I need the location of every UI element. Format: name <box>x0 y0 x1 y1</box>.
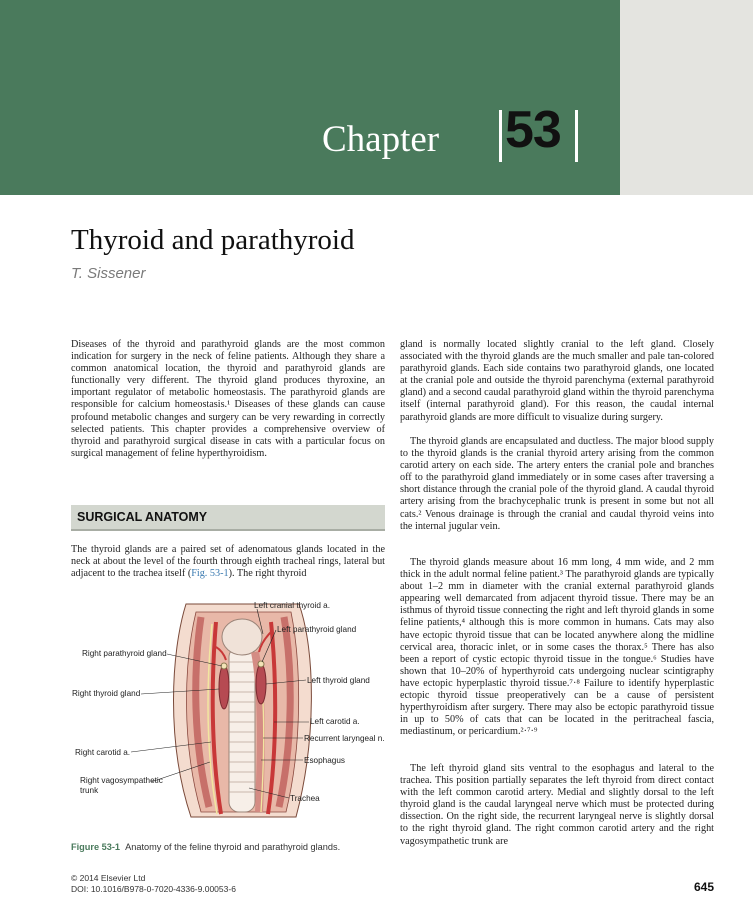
label-right-vago-line2: trunk <box>80 786 99 795</box>
right-column-paragraph-1: gland is normally located slightly cranial to the left gland. Closely associated with the thyroid glands are the much smaller and pale tan-colored parathyroid glands. Each side contains two parathyroid glands, one located at the cranial pole and outside the thyroid parenchyma (external parathyroid gland) and a second caudal parathyroid gland within the thyroid parenchyma itself (internal parathyroid gland). For this reason, the caudal internal parathyroid glands are more difficult to visualize during surgery. <box>400 339 714 423</box>
figure-caption-text: Anatomy of the feline thyroid and parathyroid glands. <box>125 842 341 852</box>
label-right-vago-line1: Right vagosympathetic <box>80 776 163 785</box>
figure-reference-link[interactable]: Fig. 53-1 <box>191 568 229 580</box>
chapter-number: 53 <box>505 101 561 159</box>
chapter-word: Chapter <box>322 119 440 160</box>
anatomy-text-b: ). The right thyroid <box>228 568 307 580</box>
label-right-carotid: Right carotid a. <box>75 748 131 757</box>
chapter-header-band <box>0 0 620 195</box>
header-grey-block <box>620 0 753 195</box>
right-column-paragraph-2: The thyroid glands are encapsulated and ductless. The major blood supply to the thyroid glands is the cranial thyroid artery arising from the common carotid artery on each side. The artery enters the cranial pole and branches off to the parathyroid gland immediately or in some cases after traversing a short distance through the cranial pole of the thyroid gland. A caudal thyroid artery arising from the brachycephalic trunk is present in some but not all cats.² Venous drainage is through the cranial and caudal thyroid veins into the internal jugular vein. <box>400 436 714 532</box>
right-column-paragraph-4: The left thyroid gland sits ventral to the esophagus and lateral to the trachea. This position partially separates the left thyroid from direct contact with the left common carotid artery. Medial and slightly dorsal to the left thyroid gland is the caudal laryngeal nerve which must be protected during dissection. On the right side, the recurrent laryngeal nerve is slightly dorsal to the right thyroid gland. The right common carotid artery and the right vagosympathetic trunk are <box>400 763 714 847</box>
label-left-parathyroid: Left parathyroid gland <box>277 625 357 634</box>
label-left-carotid: Left carotid a. <box>310 717 360 726</box>
chapter-number-bar-right <box>575 110 578 162</box>
section-heading-text: SURGICAL ANATOMY <box>77 510 208 524</box>
anatomy-text-a: The thyroid glands are a paired set of adenomatous glands located in the neck at about the level of the fourth through eighth tracheal rings, lateral but adjacent to the trachea itself ( <box>71 544 385 580</box>
anatomy-figure <box>71 592 385 832</box>
doi-line: DOI: 10.1016/B978-0-7020-4336-9.00053-6 <box>71 884 236 894</box>
label-left-cranial-thyroid: Left cranial thyroid a. <box>254 601 331 610</box>
intro-paragraph: Diseases of the thyroid and parathyroid glands are the most common indication for surgery in the neck of feline patients. Although they share a common anatomical location, the thyroid and parathyroid glands are functionally very different. The thyroid gland produces thyroxine, an important regulator of metabolic homeostasis. The parathyroid glands are responsible for calcium homeostasis.¹ Diseases of these glands can cause profound metabolic changes and surgery can be very rewarding in correctly selected patients. This chapter provides a comprehensive overview of thyroid and parathyroid surgical disease in cats with a particular focus on surgical management of feline hyperthyroidism. <box>71 339 385 459</box>
chapter-number-bar-left <box>499 110 502 162</box>
label-right-parathyroid: Right parathyroid gland <box>82 649 167 658</box>
page-number: 645 <box>694 880 715 894</box>
copyright-line: © 2014 Elsevier Ltd <box>71 873 146 883</box>
chapter-author: T. Sissener <box>71 265 146 282</box>
label-recurrent-laryngeal: Recurrent laryngeal n. <box>304 734 385 743</box>
label-left-thyroid: Left thyroid gland <box>307 676 370 685</box>
figure-caption-label: Figure 53-1 <box>71 842 121 852</box>
right-column-paragraph-3: The thyroid glands measure about 16 mm long, 4 mm wide, and 2 mm thick in the adult normal feline patient.³ The parathyroid glands are typically about 1–2 mm in diameter with the cranial external parathyroid glands appearing well demarcated from adjacent thyroid tissue. There may be an isthmus of thyroid tissue connecting the right and left thyroid glands in some feline patients,⁴ although this is more common in humans. Cats may also have ectopic thyroid tissue that can be located anywhere along the midline cervical area, thoracic inlet, or in some cases the thorax.⁵ There has also been a report of cystic ectopic thyroid tissue in the tongue.⁶ Studies have shown that 10–20% of hyperthyroid cats undergoing nuclear scintigraphy have ectopic hyperplastic thyroid tissue.⁷·⁸ Failure to identify hyperplastic ectopic thyroid tissue preoperatively can be a cause of persistent hyperthyroidism after surgery. There may also be ectopic parathyroid tissue in up to 50% of cats that can be located in the peritracheal fascia, mediastinum, or pericardium.²·⁷·⁹ <box>400 557 714 738</box>
page-footer <box>71 873 236 895</box>
label-trachea: Trachea <box>290 794 320 803</box>
section-heading <box>71 505 385 531</box>
label-esophagus: Esophagus <box>304 756 345 765</box>
anatomy-paragraph <box>71 544 385 580</box>
chapter-title: Thyroid and parathyroid <box>71 224 355 256</box>
label-right-thyroid: Right thyroid gland <box>72 689 141 698</box>
figure-caption <box>71 842 340 852</box>
